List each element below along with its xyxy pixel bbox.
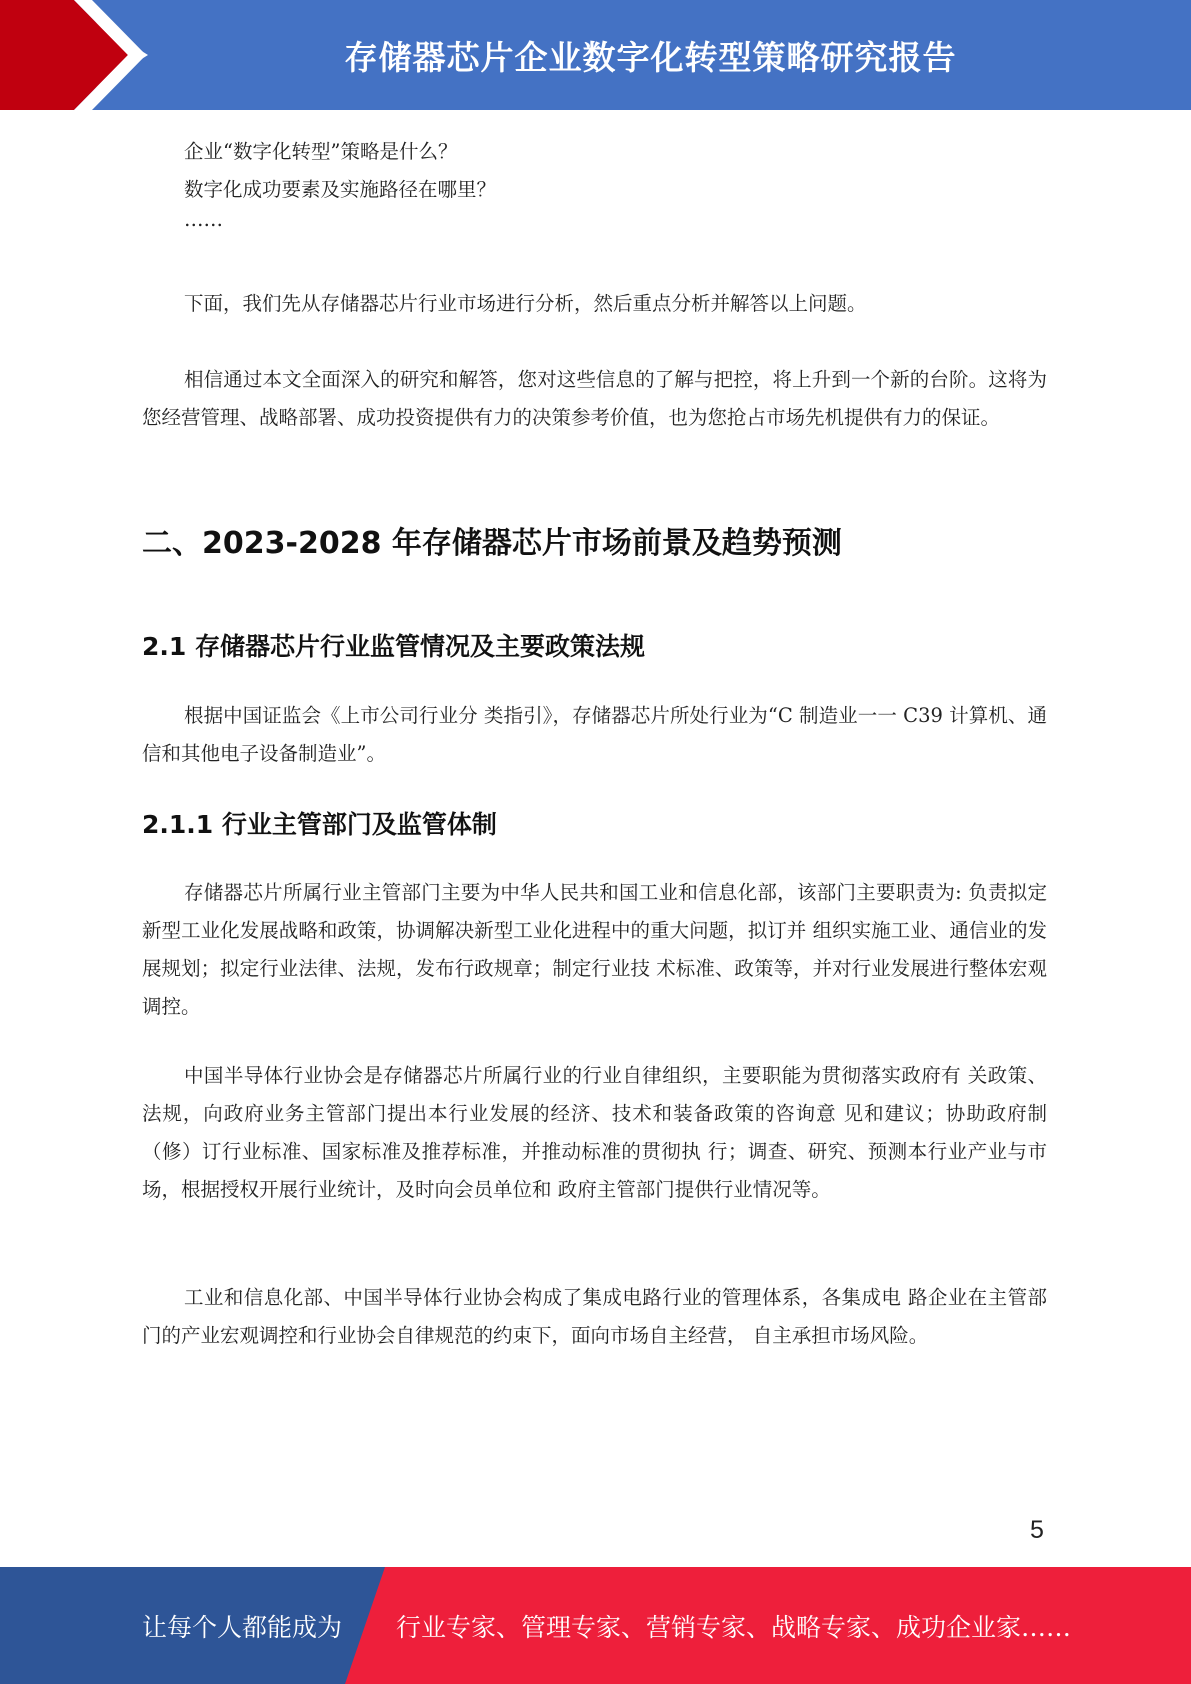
subsection-2-1-1-paragraph-1: 存储器芯片所属行业主管部门主要为中华人民共和国工业和信息化部，该部门主要职责为: 负责拟定新型工业化发展战略和政策，协调解决新型工业化进程中的重大问题，拟订并 组织实施工业、通信业的发展规划；拟定行业法律、法规，发布行政规章；制定行业技 术标准、政策等，并对行业发展进行整体宏观调控。 xyxy=(142,881,1047,1018)
page-number: 5 xyxy=(1030,1516,1044,1544)
subsection-2-1-paragraph: 根据中国证监会《上市公司行业分 类指引》，存储器芯片所处行业为“C 制造业一一 C39 计算机、通信和其他电子设备制造业”。 xyxy=(142,704,1047,765)
section-heading: 二、2023-2028 年存储器芯片市场前景及趋势预测 xyxy=(142,526,842,561)
subsection-heading-2-1-1: 2.1.1 行业主管部门及监管体制 xyxy=(142,810,497,839)
report-title: 存储器芯片企业数字化转型策略研究报告 xyxy=(344,37,957,77)
footer-slogan-left: 让每个人都能成为 xyxy=(142,1612,343,1642)
intro-paragraph-1: 下面，我们先从存储器芯片行业市场进行分析，然后重点分析并解答以上问题。 xyxy=(184,292,867,315)
page-footer xyxy=(0,1567,1191,1684)
header-arrow-decoration xyxy=(0,0,160,110)
subsection-2-1-1-paragraph-3: 工业和信息化部、中国半导体行业协会构成了集成电路行业的管理体系，各集成电 路企业在主管部门的产业宏观调控和行业协会自律规范的约束下，面向市场自主经营， 自主承担市场风险。 xyxy=(142,1286,1047,1347)
page-header xyxy=(0,0,1191,110)
subsection-heading-2-1: 2.1 存储器芯片行业监管情况及主要政策法规 xyxy=(142,632,645,661)
intro-question-1: 企业“数字化转型”策略是什么？ xyxy=(184,140,458,163)
intro-paragraph-2: 相信通过本文全面深入的研究和解答，您对这些信息的了解与把控，将上升到一个新的台阶。这将为您经营管理、战略部署、成功投资提供有力的决策参考价值，也为您抢占市场先机提供有力的保证。 xyxy=(142,368,1047,429)
intro-question-2: 数字化成功要素及实施路径在哪里？ xyxy=(184,178,497,201)
subsection-2-1-1-paragraph-2: 中国半导体行业协会是存储器芯片所属行业的行业自律组织，主要职能为贯彻落实政府有 关政策、法规，向政府业务主管部门提出本行业发展的经济、技术和装备政策的咨询意 见和建议；协助政府制（修）订行业标准、国家标准及推荐标准，并推动标准的贯彻执 行；调查、研究、预测本行业产业与市场，根据授权开展行业统计，及时向会员单位和 政府主管部门提供行业情况等。 xyxy=(142,1064,1047,1201)
footer-slogan-right: 行业专家、管理专家、营销专家、战略专家、成功企业家…… xyxy=(396,1612,1072,1642)
intro-ellipsis: …… xyxy=(184,208,223,231)
